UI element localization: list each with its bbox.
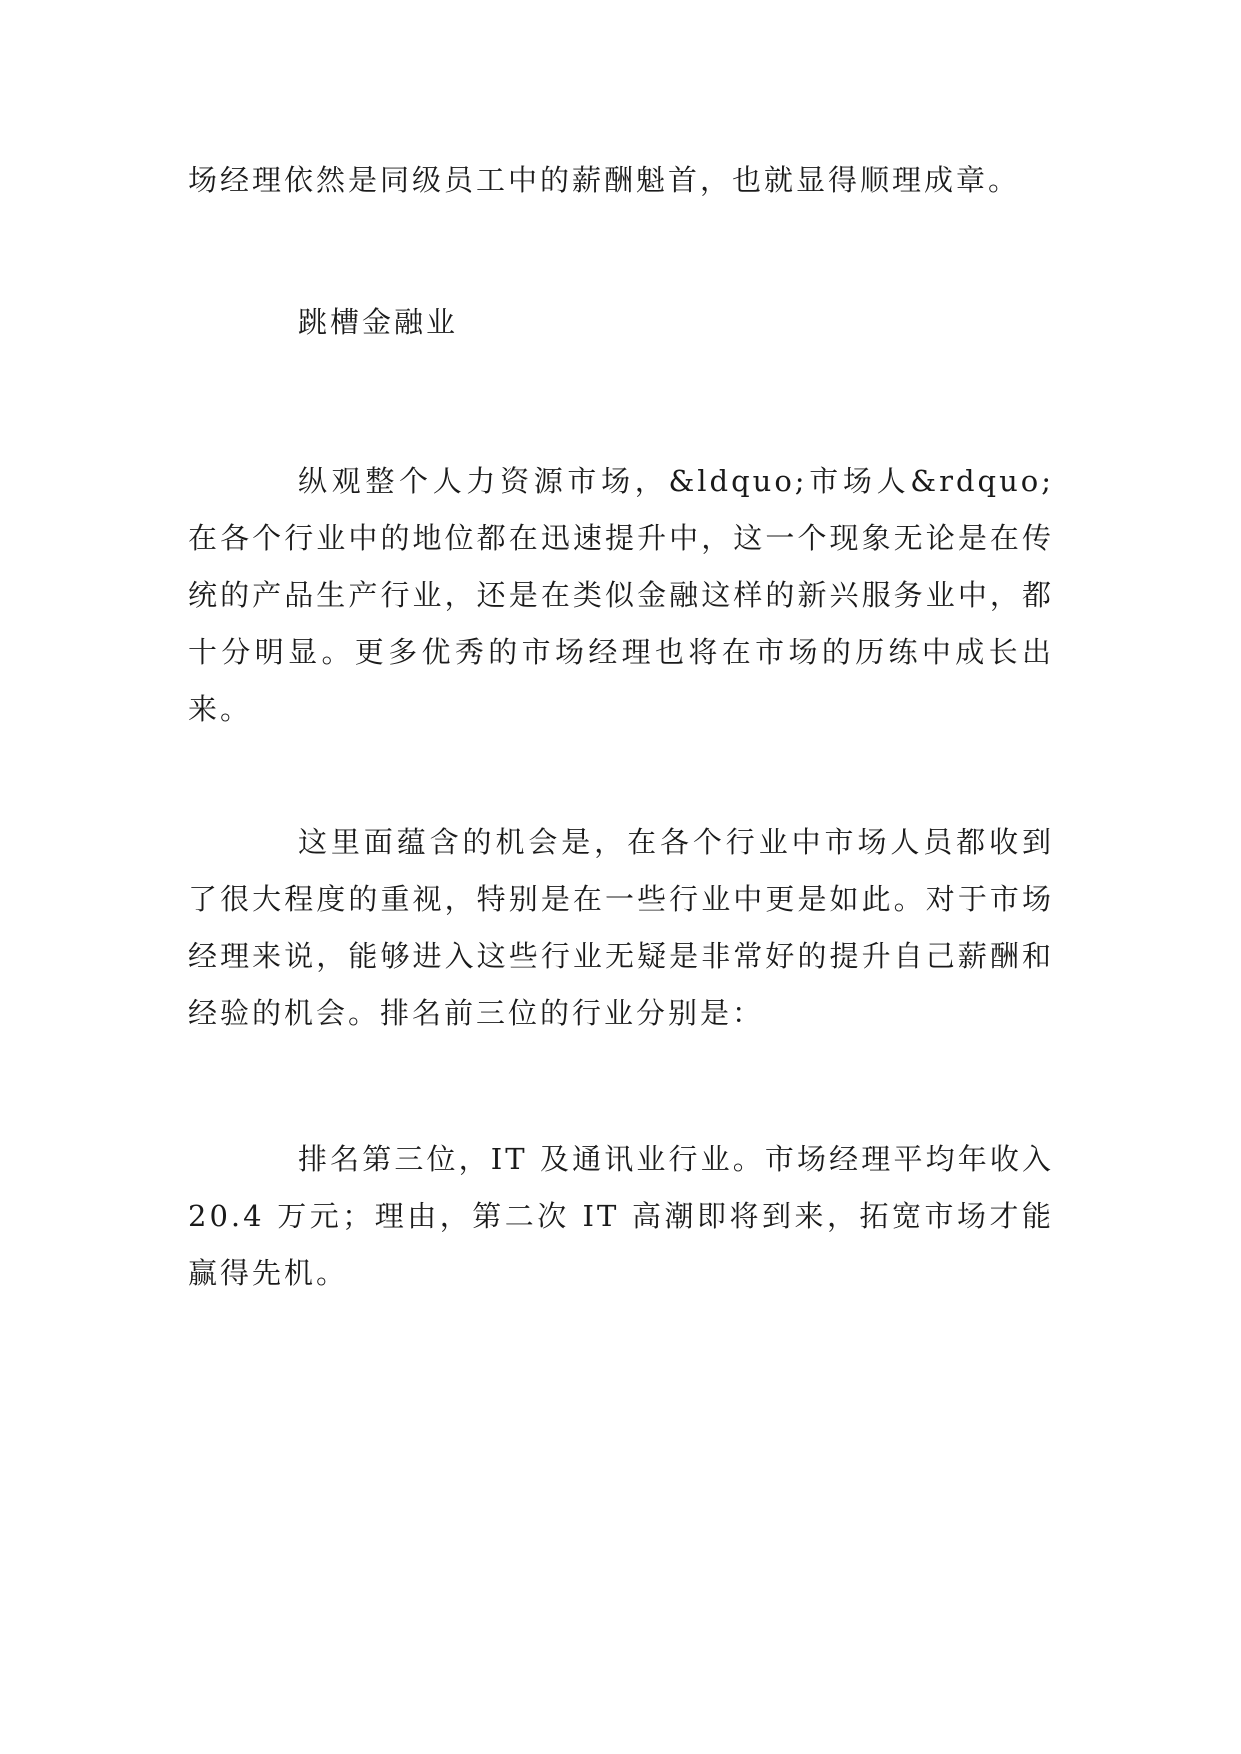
- paragraph-continuation: 场经理依然是同级员工中的薪酬魁首，也就显得顺理成章。: [188, 163, 1021, 197]
- paragraph-market-overview: 纵观整个人力资源市场，&ldquo;市场人&rdquo;在各个行业中的地位都在迅速提升中，这一个现象无论是在传统的产品生产行业，还是在类似金融这样的新兴服务业中，都十分明显。更多优秀的市场经理也将在市场的历练中成长出来。: [188, 464, 1054, 726]
- paragraph-opportunity: 这里面蕴含的机会是，在各个行业中市场人员都收到了很大程度的重视，特别是在一些行业中更是如此。对于市场经理来说，能够进入这些行业无疑是非常好的提升自己薪酬和经验的机会。排名前三位的行业分别是：: [188, 825, 1054, 1030]
- paragraph-ranking-third: 排名第三位，IT 及通讯业行业。市场经理平均年收入 20.4 万元；理由，第二次 IT 高潮即将到来，拓宽市场才能赢得先机。: [188, 1142, 1054, 1290]
- section-heading: 跳槽金融业: [298, 305, 459, 339]
